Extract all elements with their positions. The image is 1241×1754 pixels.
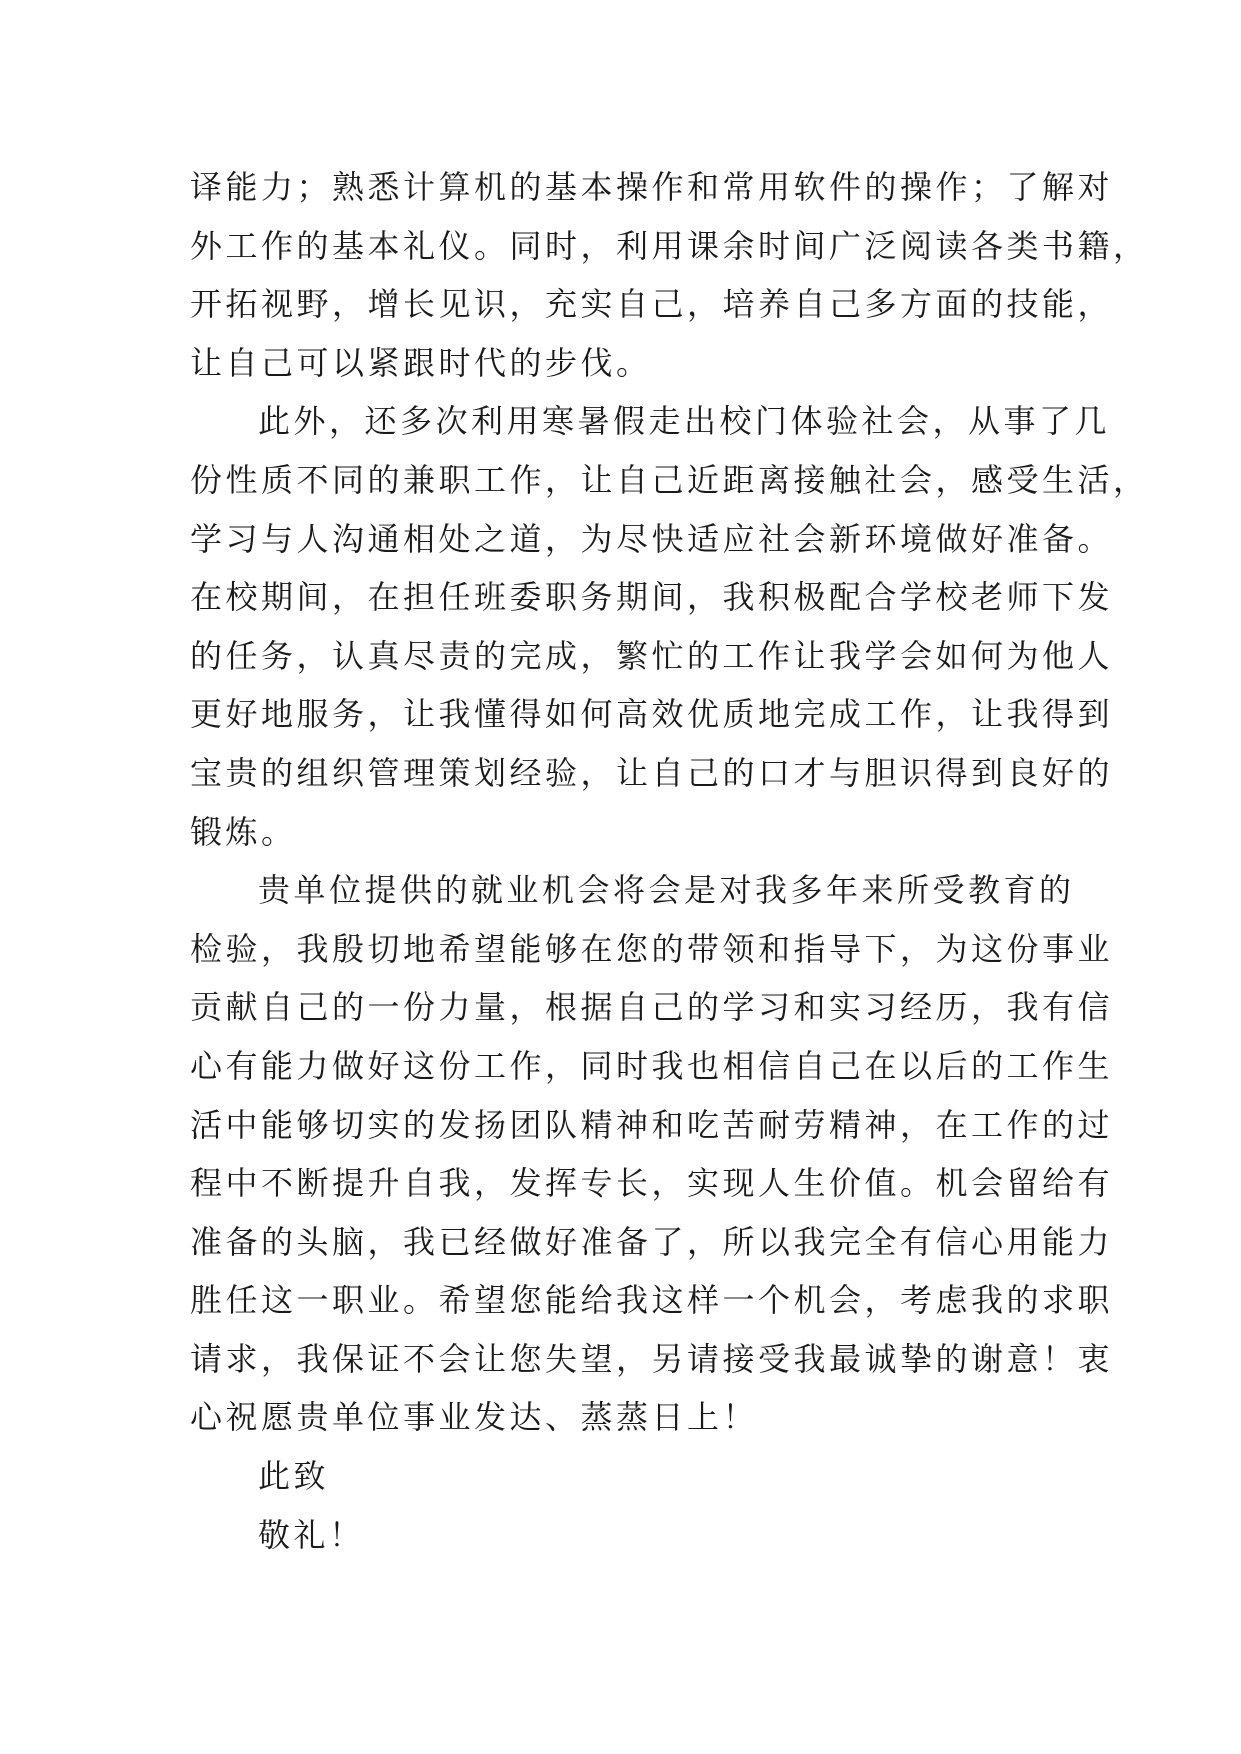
text-line: 份性质不同的兼职工作，让自己近距离接触社会，感受生活， — [190, 460, 1149, 499]
text-line: 程中不断提升自我，发挥专长，实现人生价值。机会留给有 — [190, 1164, 1114, 1203]
text-line: 开拓视野，增长见识，充实自己，培养自己多方面的技能， — [190, 285, 1114, 324]
text-line: 锻炼。 — [190, 812, 297, 851]
text-line: 让自己可以紧跟时代的步伐。 — [190, 343, 652, 382]
text-line: 活中能够切实的发扬团队精神和吃苦耐劳精神，在工作的过 — [190, 1105, 1114, 1144]
text-line: 请求，我保证不会让您失望，另请接受我最诚挚的谢意！衷 — [190, 1339, 1114, 1378]
text-line: 贵单位提供的就业机会将会是对我多年来所受教育的 — [258, 871, 1075, 910]
text-line: 贡献自己的一份力量，根据自己的学习和实习经历，我有信 — [190, 988, 1114, 1027]
text-line: 学习与人沟通相处之道，为尽快适应社会新环境做好准备。 — [190, 519, 1114, 558]
text-line: 敬礼！ — [258, 1515, 365, 1554]
text-line: 的任务，认真尽责的完成，繁忙的工作让我学会如何为他人 — [190, 636, 1114, 675]
text-line: 宝贵的组织管理策划经验，让自己的口才与胆识得到良好的 — [190, 753, 1114, 792]
text-line: 外工作的基本礼仪。同时，利用课余时间广泛阅读各类书籍， — [190, 226, 1149, 265]
text-line: 准备的头脑，我已经做好准备了，所以我完全有信心用能力 — [190, 1222, 1114, 1261]
letter-body — [190, 158, 1149, 1564]
text-line: 此致 — [258, 1457, 330, 1496]
text-line: 心有能力做好这份工作，同时我也相信自己在以后的工作生 — [190, 1046, 1114, 1085]
text-line: 更好地服务，让我懂得如何高效优质地完成工作，让我得到 — [190, 695, 1114, 734]
text-line: 此外，还多次利用寒暑假走出校门体验社会，从事了几 — [258, 402, 1111, 441]
text-line: 胜任这一职业。希望您能给我这样一个机会，考虑我的求职 — [190, 1281, 1114, 1320]
text-line: 心祝愿贵单位事业发达、蒸蒸日上！ — [190, 1398, 759, 1437]
text-line: 在校期间，在担任班委职务期间，我积极配合学校老师下发 — [190, 578, 1114, 617]
text-line: 检验，我殷切地希望能够在您的带领和指导下，为这份事业 — [190, 929, 1114, 968]
text-line: 译能力；熟悉计算机的基本操作和常用软件的操作；了解对 — [190, 168, 1114, 206]
